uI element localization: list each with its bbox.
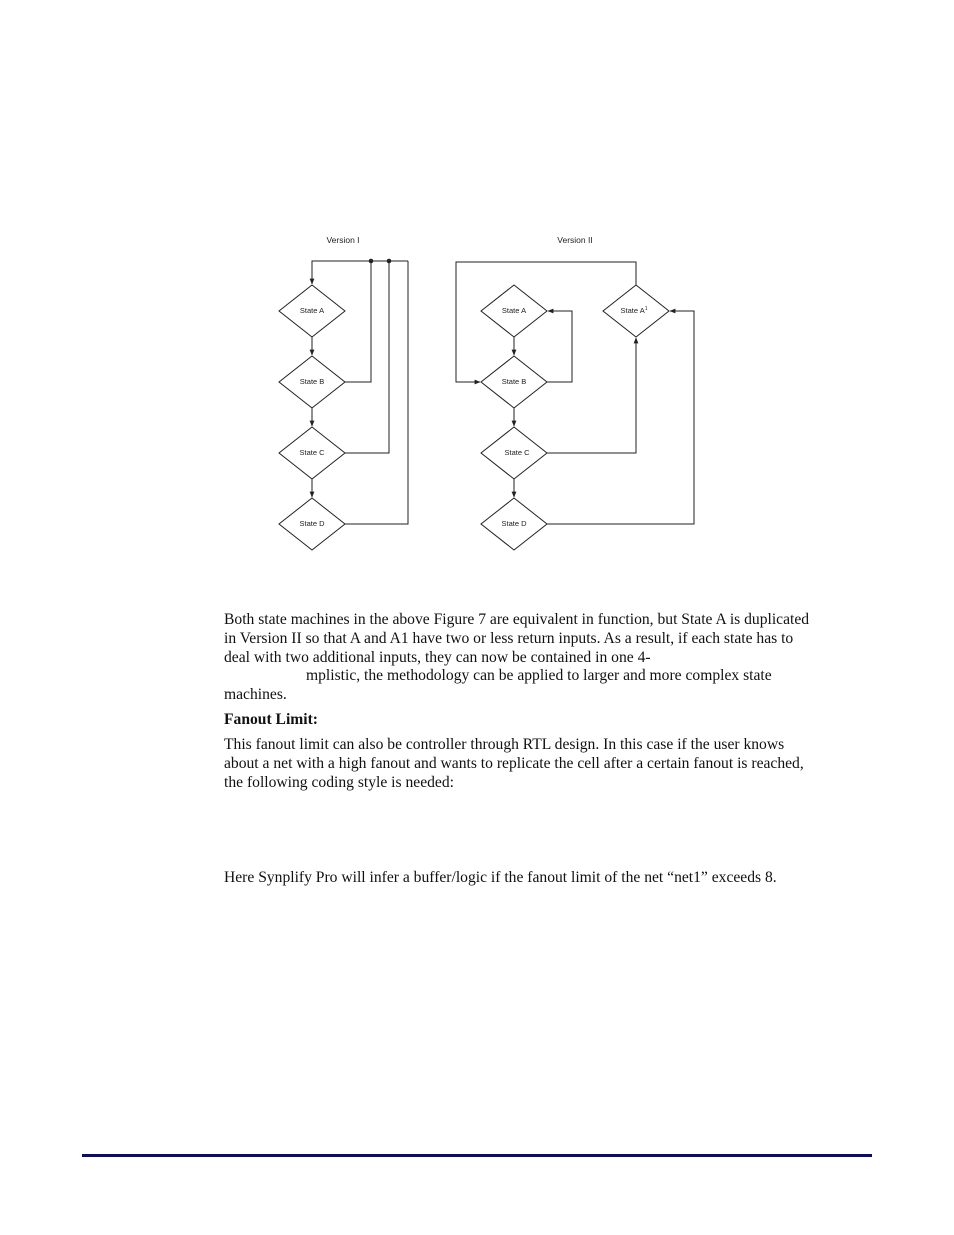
paragraph-2-line-1: This fanout limit can also be controller through RTL design. In this case if the user knows: [224, 736, 785, 753]
v1-state-a-label: State A: [299, 306, 325, 315]
v2-state-a: [481, 285, 547, 337]
paragraph-2-line-2: about a net with a high fanout and wants to replicate the cell after a certain fanout is reached,: [224, 755, 804, 772]
v2-state-a1-label: [621, 306, 648, 315]
v1-state-d: [279, 498, 345, 550]
section-heading-fanout-limit: Fanout Limit:: [224, 711, 318, 728]
v2-state-d-label: State D: [501, 519, 527, 528]
paragraph-1-line-4: mplistic, the methodology can be applied to larger and more complex state: [306, 667, 772, 684]
v2-state-b-label: State B: [501, 377, 527, 386]
v2-state-a1-name: State A: [620, 306, 645, 315]
v2-connectors: [456, 262, 694, 524]
v1-state-a: [279, 285, 345, 337]
version2-title: Version II: [557, 235, 593, 245]
v2-state-a1-superscript: 1: [644, 306, 648, 312]
paragraph-3: Here Synplify Pro will infer a buffer/logic if the fanout limit of the net “net1” exceeds 8.: [224, 869, 777, 886]
state-machine-diagram: [0, 0, 954, 600]
paragraph-1-line-1: Both state machines in the above Figure 7 are equivalent in function, but State A is duplicated: [224, 611, 810, 628]
v1-state-c-label: State C: [299, 448, 325, 457]
v1-junction-dot: [387, 259, 392, 264]
paragraph-2-line-3: the following coding style is needed:: [224, 774, 454, 791]
v2-state-a1: [603, 285, 669, 337]
version1-title: Version I: [326, 235, 360, 245]
v2-state-a-label: State A: [501, 306, 527, 315]
v1-connectors: [312, 261, 408, 524]
v2-state-d: [481, 498, 547, 550]
paragraph-1-line-3: deal with two additional inputs, they can now be contained in one 4-: [224, 649, 651, 666]
footer-rule: [82, 1154, 872, 1157]
v2-state-b: [481, 356, 547, 408]
v2-state-c: [481, 427, 547, 479]
paragraph-1-line-5: machines.: [224, 686, 287, 703]
v1-state-c: [279, 427, 345, 479]
v1-state-b: [279, 356, 345, 408]
v1-state-b-label: State B: [299, 377, 325, 386]
v1-state-d-label: State D: [299, 519, 325, 528]
v1-junction-dot: [369, 259, 374, 264]
paragraph-1-line-2: in Version II so that A and A1 have two or less return inputs. As a result, if each state has to: [224, 630, 794, 647]
v2-state-c-label: State C: [504, 448, 530, 457]
